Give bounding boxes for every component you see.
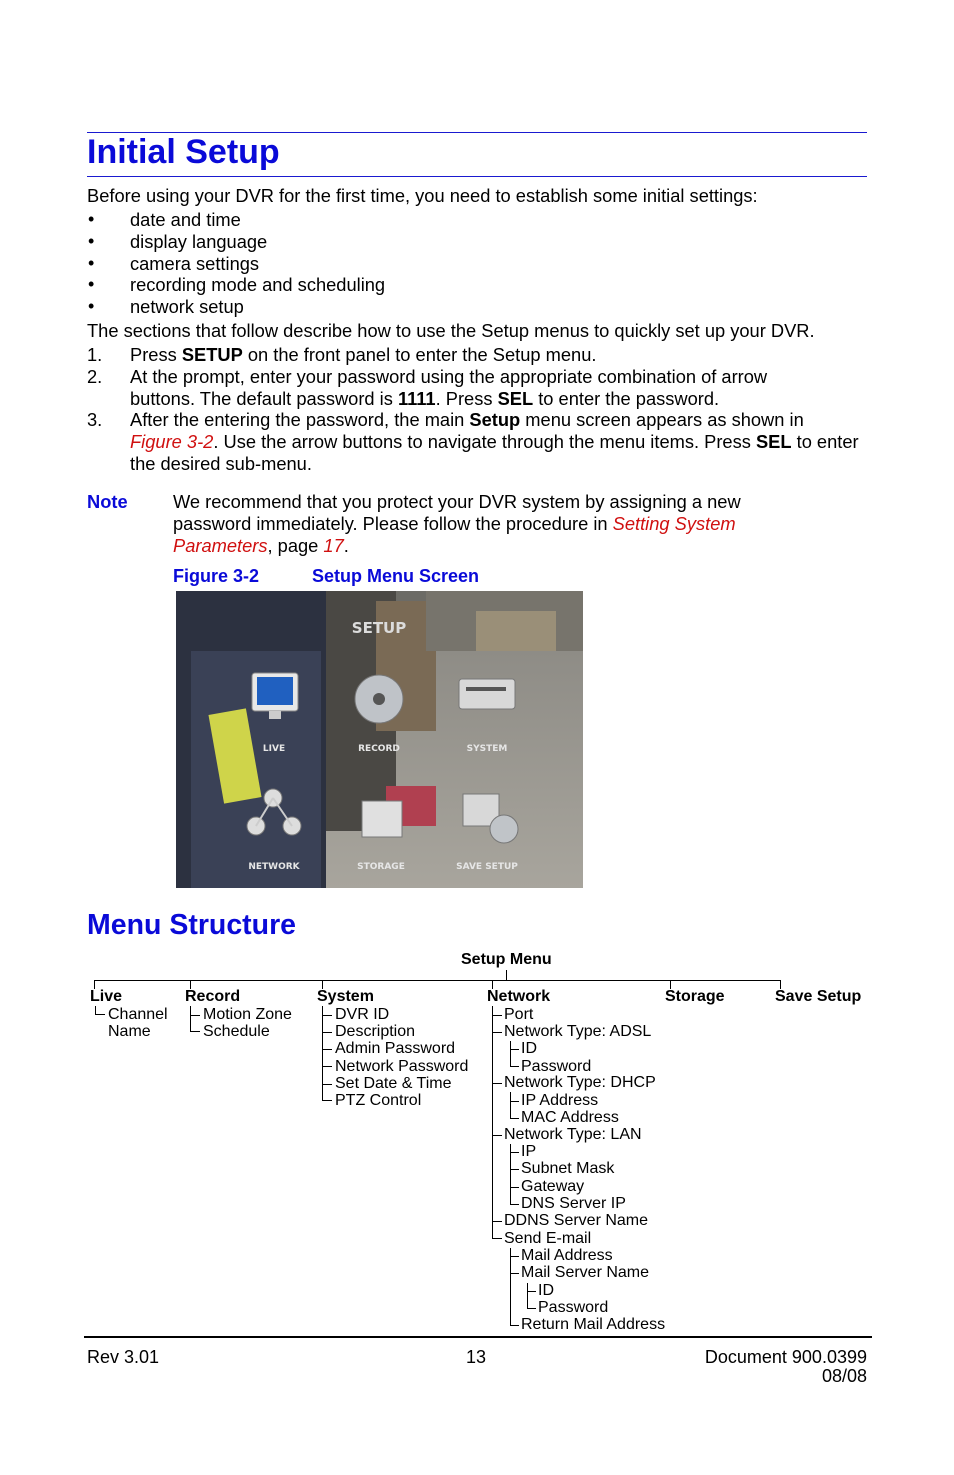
step-number: 3. bbox=[87, 409, 103, 430]
note-text: We recommend that you protect your DVR system by assigning a new password immediately. Please follow the procedure in Setting System Parameters, page 17. bbox=[173, 491, 741, 556]
save-setup-label: SAVE SETUP bbox=[456, 862, 518, 872]
record-label: RECORD bbox=[358, 744, 400, 754]
setting-system-link[interactable]: Setting System Parameters bbox=[173, 512, 736, 556]
page-title: Initial Setup bbox=[87, 133, 280, 171]
tree-item: Gateway bbox=[521, 1178, 585, 1195]
list-item: network setup bbox=[130, 296, 244, 317]
tree-item: Network Password bbox=[335, 1058, 469, 1075]
tree-item: Set Date & Time bbox=[335, 1075, 452, 1092]
title-rule-bottom bbox=[87, 176, 867, 177]
list-item: display language bbox=[130, 231, 268, 252]
footer-doc: Document 900.0399 bbox=[704, 1347, 867, 1367]
setup-menu-screenshot bbox=[176, 591, 583, 888]
tree-item: PTZ Control bbox=[335, 1092, 422, 1109]
screen-title: SETUP bbox=[351, 619, 407, 637]
figure-caption: Setup Menu Screen bbox=[312, 566, 480, 586]
tree-item: Network Type: DHCP bbox=[504, 1074, 656, 1091]
step-2: At the prompt, enter your password using the appropriate combination of arrow buttons. The default password is 1111. Press SEL to enter the password. bbox=[130, 366, 768, 409]
tree-head-storage: Storage bbox=[665, 988, 725, 1005]
tree-item: Port bbox=[504, 1006, 534, 1023]
step-number: 1. bbox=[87, 344, 103, 365]
footer-rule bbox=[84, 1336, 872, 1338]
page-link[interactable]: 17 bbox=[323, 534, 344, 556]
footer-page-number: 13 bbox=[466, 1347, 487, 1367]
system-label: SYSTEM bbox=[466, 744, 508, 754]
tree-item: Subnet Mask bbox=[521, 1160, 615, 1177]
storage-label: STORAGE bbox=[357, 862, 405, 872]
tree-item: Network Type: ADSL bbox=[504, 1023, 652, 1040]
tree-item: Return Mail Address bbox=[521, 1316, 666, 1333]
section-title: Menu Structure bbox=[87, 909, 297, 941]
list-item: camera settings bbox=[130, 253, 260, 274]
lead-paragraph: The sections that follow describe how to use the Setup menus to quickly set up your DVR. bbox=[87, 320, 815, 341]
tree-head-live: Live bbox=[90, 988, 123, 1005]
tree-item: Mail Server Name bbox=[521, 1264, 650, 1281]
tree-root: Setup Menu bbox=[461, 951, 552, 968]
tree-item: ID bbox=[538, 1282, 554, 1299]
list-item: date and time bbox=[130, 209, 241, 230]
network-label: NETWORK bbox=[248, 862, 300, 872]
step-1: Press SETUP on the front panel to enter the Setup menu. bbox=[130, 344, 597, 365]
step-number: 2. bbox=[87, 366, 103, 387]
tree-item: MAC Address bbox=[521, 1109, 619, 1126]
tree-item: Password bbox=[521, 1058, 592, 1075]
tree-item: DVR ID bbox=[335, 1006, 390, 1023]
list-item: recording mode and scheduling bbox=[130, 274, 386, 295]
tree-item: Admin Password bbox=[335, 1040, 456, 1057]
tree-item: DNS Server IP bbox=[521, 1195, 626, 1212]
tree-item: Network Type: LAN bbox=[504, 1126, 642, 1143]
tree-item: IP Address bbox=[521, 1092, 599, 1109]
tree-item: Channel bbox=[108, 1006, 168, 1023]
figure-link[interactable]: Figure 3-2 bbox=[130, 430, 214, 452]
tree-head-save-setup: Save Setup bbox=[775, 988, 862, 1005]
footer-date: 08/08 bbox=[821, 1366, 867, 1386]
tree-item: Password bbox=[538, 1299, 609, 1316]
tree-item: Name bbox=[108, 1023, 151, 1040]
tree-item: Description bbox=[335, 1023, 416, 1040]
tree-item: Send E-mail bbox=[504, 1230, 592, 1247]
tree-head-system: System bbox=[317, 988, 374, 1005]
tree-item: ID bbox=[521, 1040, 537, 1057]
tree-head-network: Network bbox=[487, 988, 551, 1005]
intro-paragraph: Before using your DVR for the first time, you need to establish some initial settings: bbox=[87, 185, 758, 206]
live-label: LIVE bbox=[262, 744, 286, 754]
footer-rev: Rev 3.01 bbox=[87, 1347, 160, 1367]
tree-head-record: Record bbox=[185, 988, 241, 1005]
tree-item: Motion Zone bbox=[203, 1006, 292, 1023]
figure-label: Figure 3-2 bbox=[173, 566, 260, 586]
step-3: After the entering the password, the main Setup menu screen appears as shown in Figure 3-2. Use the arrow buttons to navigate through the menu items. Press SEL to enter the desired sub-menu. bbox=[130, 409, 859, 474]
dvr-scene bbox=[176, 591, 583, 888]
note-label: Note bbox=[87, 491, 128, 512]
tree-item: IP bbox=[521, 1143, 537, 1160]
tree-item: DDNS Server Name bbox=[504, 1212, 649, 1229]
tree-item: Mail Address bbox=[521, 1247, 613, 1264]
tree-item: Schedule bbox=[203, 1023, 270, 1040]
